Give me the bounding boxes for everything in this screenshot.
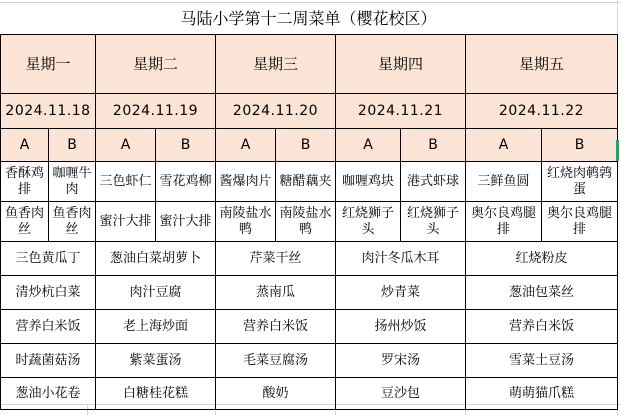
main-dish: 南陵盐水鸭 — [275, 201, 336, 242]
menu-item: 罗宋汤 — [335, 343, 466, 378]
day-header: 星期三 — [215, 34, 336, 94]
menu-item: 葱油包菜丝 — [465, 275, 618, 310]
date-cell: 2024.11.18 — [0, 93, 96, 129]
option-label: B — [400, 128, 466, 162]
date-cell: 2024.11.21 — [335, 93, 466, 129]
menu-item: 萌萌猫爪糕 — [465, 377, 618, 410]
day-header: 星期二 — [95, 34, 216, 94]
menu-item: 白糖桂花糕 — [95, 377, 216, 410]
option-label: A — [215, 128, 276, 162]
menu-item: 炒青菜 — [335, 275, 466, 310]
menu-item: 时蔬菌菇汤 — [0, 343, 96, 378]
day-header: 星期一 — [0, 34, 96, 94]
option-label: A — [0, 128, 49, 162]
option-label: A — [465, 128, 542, 162]
menu-item: 蒸南瓜 — [215, 275, 336, 310]
menu-item: 肉汁豆腐 — [95, 275, 216, 310]
main-dish: 三鲜鱼圆 — [465, 161, 542, 202]
main-dish: 红烧狮子头 — [400, 201, 466, 242]
menu-item: 三色黄瓜丁 — [0, 241, 96, 276]
main-dish: 鱼香肉丝 — [0, 201, 49, 242]
menu-item: 扬州炒饭 — [335, 309, 466, 344]
date-cell: 2024.11.22 — [465, 93, 618, 129]
menu-item: 营养白米饭 — [0, 309, 96, 344]
menu-title: 马陆小学第十二周菜单（樱花校区） — [180, 8, 437, 28]
main-dish: 港式虾球 — [400, 161, 466, 202]
main-dish: 奥尔良鸡腿排 — [541, 201, 618, 242]
menu-item: 肉汁冬瓜木耳 — [335, 241, 466, 276]
menu-item: 葱油小花卷 — [0, 377, 96, 410]
main-dish: 香酥鸡排 — [0, 161, 49, 202]
cell-selection-marker — [616, 140, 619, 161]
menu-item: 芹菜干丝 — [215, 241, 336, 276]
menu-item: 葱油白菜胡萝卜 — [95, 241, 216, 276]
main-dish: 红烧狮子头 — [335, 201, 401, 242]
main-dish: 红烧肉鹌鹑蛋 — [541, 161, 618, 202]
option-label: B — [48, 128, 96, 162]
main-dish: 三色虾仁 — [95, 161, 156, 202]
main-dish: 糖醋藕夹 — [275, 161, 336, 202]
main-dish: 鱼香肉丝 — [48, 201, 96, 242]
menu-item: 酸奶 — [215, 377, 336, 410]
option-label: B — [155, 128, 216, 162]
menu-item: 紫菜蛋汤 — [95, 343, 216, 378]
main-dish: 咖喱牛肉 — [48, 161, 96, 202]
menu-item: 雪菜土豆汤 — [465, 343, 618, 378]
main-dish: 奥尔良鸡腿排 — [465, 201, 542, 242]
menu-item: 红烧粉皮 — [465, 241, 618, 276]
menu-item: 豆沙包 — [335, 377, 466, 410]
option-label: B — [275, 128, 336, 162]
date-cell: 2024.11.20 — [215, 93, 336, 129]
option-label: A — [335, 128, 401, 162]
menu-item: 营养白米饭 — [465, 309, 618, 344]
main-dish: 雪花鸡柳 — [155, 161, 216, 202]
option-label: A — [95, 128, 156, 162]
day-header: 星期五 — [465, 34, 618, 94]
day-header: 星期四 — [335, 34, 466, 94]
main-dish: 咖喱鸡块 — [335, 161, 401, 202]
main-dish: 南陵盐水鸭 — [215, 201, 276, 242]
menu-item: 营养白米饭 — [215, 309, 336, 344]
option-label: B — [541, 128, 618, 162]
main-dish: 蜜汁大排 — [95, 201, 156, 242]
menu-item: 老上海炒面 — [95, 309, 216, 344]
menu-item: 清炒杭白菜 — [0, 275, 96, 310]
date-cell: 2024.11.19 — [95, 93, 216, 129]
main-dish: 蜜汁大排 — [155, 201, 216, 242]
menu-item: 毛菜豆腐汤 — [215, 343, 336, 378]
main-dish: 酱爆肉片 — [215, 161, 276, 202]
